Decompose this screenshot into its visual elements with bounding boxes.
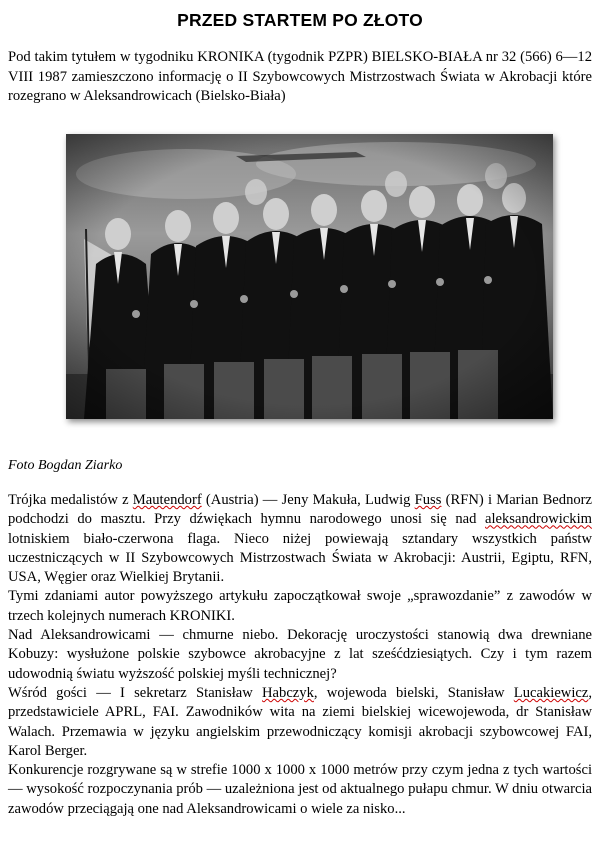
person-surname: Fuss (414, 492, 442, 508)
photo-caption: Foto Bogdan Ziarko (8, 458, 123, 473)
team-photo (66, 134, 553, 419)
paragraph-2: Tymi zdaniami autor powyższego artykułu zapoczątkował swoje „sprawozdanie” z zawodów w trzech kolejnych numerach KRONIKI. (8, 588, 592, 624)
paragraph-1-text-a: Trójka medalistów z (8, 492, 133, 508)
paragraph-4 (8, 684, 592, 761)
paragraph-1 (8, 491, 592, 587)
intro-paragraph: Pod takim tytułem w tygodniku KRONIKA (tygodnik PZPR) BIELSKO-BIAŁA nr 32 (566) 6—12 VIII 1987 zamieszczono informację o II Szybowcowych Mistrzostwach Świata w Akrobacji które rozegrano w Aleksandrowicach (Bielsko-Biała) (8, 49, 592, 104)
team-photo-image (66, 134, 553, 419)
paragraph-4-text-b: , wojewoda bielski, Stanisław (313, 684, 514, 701)
person-surname: Lucakiewicz (513, 684, 589, 701)
paragraph-3: Nad Aleksandrowicami — chmurne niebo. Dekorację uroczystości stanowią dwa drewniane Kobuzy: wysłużone polskie szybowce akrobacyjne z lat sześćdziesiątych. Czy i tym razem udowodnią światu wyższość polskiej myśli technicznej? (8, 627, 592, 682)
page-title: PRZED STARTEM PO ZŁOTO (177, 10, 423, 30)
paragraph-4-text-c: , przedstawiciele APRL, FAI. Zawodników wita na ziemi bielskiej wicewojewoda, dr Stanisław Walach. Przemawia w języku angielskim przewodniczący komisji akrobacji szybowcowej FAI, Karol Berger. (8, 684, 592, 759)
place-adjective: aleksandrowickim (485, 511, 592, 528)
paragraph-1-text-d: lotniskiem biało-czerwona flaga. Nieco niżej powiewają sztandary wszystkich państw uczestniczących w II Szybowcowych Mistrzostwach Świata w Akrobacji: Austrii, Egiptu, RFN, USA, Węgier oraz Wielkiej Brytanii. (8, 530, 592, 586)
article-body (8, 491, 592, 819)
person-surname: Habczyk (262, 684, 314, 701)
place-name: Mautendorf (132, 492, 202, 508)
paragraph-4-text-a: Wśród gości — I sekretarz Stanisław (8, 684, 263, 701)
paragraph-1-text-b: (Austria) — Jeny Makuła, Ludwig (201, 492, 415, 508)
paragraph-5: Konkurencje rozgrywane są w strefie 1000 x 1000 x 1000 metrów przy czym jedna z tych wartości — wysokość rozpoczynania prób — uzależniona jest od aktualnego pułapu chmur. W dniu otwarcia zawodów przeciągają one nad Aleksandrowicami o wiele za nisko... (8, 762, 592, 817)
paragraph-1-text-c: (RFN) i Marian Bednorz podchodzi do masztu. Przy dźwiękach hymnu narodowego unosi się nad (8, 492, 593, 528)
